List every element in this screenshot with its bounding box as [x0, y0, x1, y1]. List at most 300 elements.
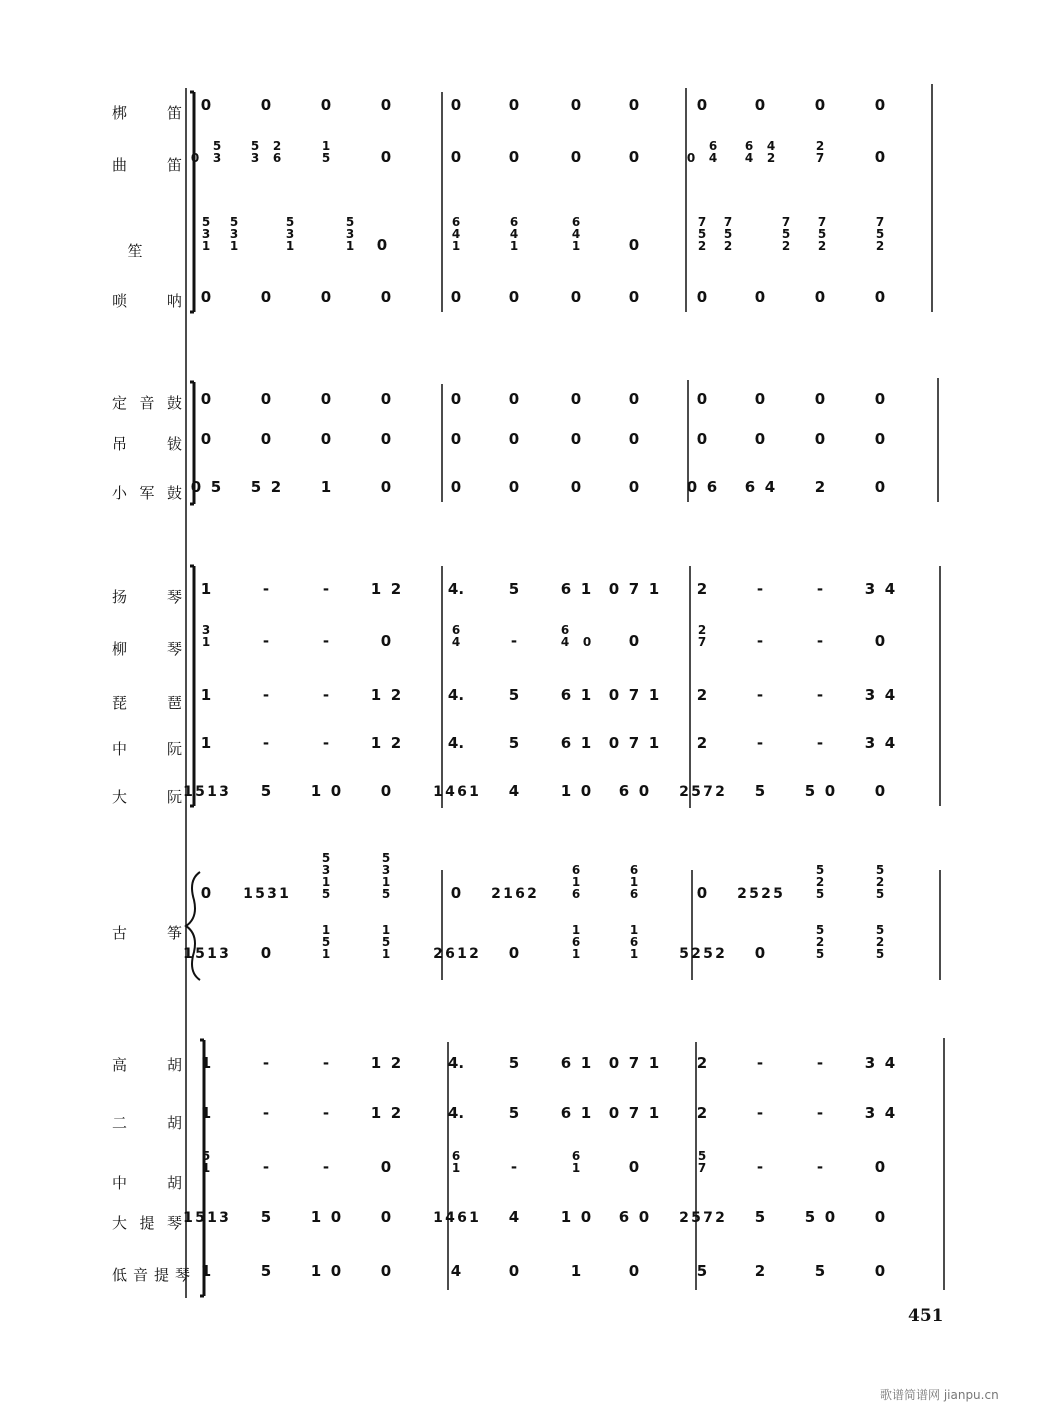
note: 0 — [580, 782, 592, 800]
chord-note: 2 — [815, 875, 825, 889]
note: 2 — [715, 1210, 725, 1226]
watermark: 歌谱简谱网 jianpu.cn — [880, 1388, 999, 1402]
note: 0 — [874, 782, 886, 800]
note: 5 — [508, 1104, 520, 1122]
note: 3 — [864, 580, 876, 598]
note: - — [262, 686, 270, 704]
chord-note: 6 — [744, 139, 754, 153]
chord-note: 2 — [723, 239, 733, 253]
note: - — [322, 1054, 330, 1072]
chord-note: 3 — [250, 151, 260, 165]
note: 0 — [874, 96, 886, 114]
notes-layer — [183, 96, 895, 1280]
chord-note: 1 — [571, 923, 581, 937]
note: 4 — [764, 478, 776, 496]
chord-note: 4 — [451, 227, 461, 241]
chord-note: 1 — [629, 923, 639, 937]
chord-note: 7 — [697, 635, 707, 649]
note: 0 — [874, 478, 886, 496]
note: 0 — [628, 96, 640, 114]
label-suona: 唢 呐 — [112, 292, 182, 310]
label-sheng: 笙 — [127, 242, 143, 260]
chord-note: 1 — [321, 923, 331, 937]
note: 1 — [207, 946, 217, 962]
note: 0 — [320, 96, 332, 114]
note: - — [816, 580, 824, 598]
note: - — [756, 632, 764, 650]
note: - — [816, 686, 824, 704]
note: 5 — [691, 1210, 701, 1226]
note: 5 — [508, 686, 520, 704]
note: 4. — [447, 686, 465, 704]
chord-note: 2 — [817, 239, 827, 253]
label-diyintiqin: 低音提琴 — [112, 1266, 190, 1284]
note: 0 — [450, 884, 462, 902]
chord-note: 5 — [250, 139, 260, 153]
note: 5 — [195, 946, 205, 962]
note: 0 — [330, 782, 342, 800]
note: - — [756, 734, 764, 752]
chord-note: 1 — [201, 239, 211, 253]
note: 4. — [447, 1104, 465, 1122]
note: 0 — [628, 430, 640, 448]
chord-note: 1 — [381, 923, 391, 937]
note: 2 — [715, 784, 725, 800]
note: 1 — [370, 686, 382, 704]
chord-note: 3 — [229, 227, 239, 241]
chord-note: 6 — [571, 935, 581, 949]
note: - — [262, 1158, 270, 1176]
note: 1 — [200, 734, 212, 752]
note: 0 — [450, 390, 462, 408]
chord-note: 5 — [697, 227, 707, 241]
chord-note: 2 — [875, 875, 885, 889]
note: 2 — [491, 886, 501, 902]
note: 1 — [279, 886, 289, 902]
chord-note: 1 — [201, 1161, 211, 1175]
note: 0 — [628, 632, 640, 650]
label-qudi: 曲 笛 — [112, 156, 182, 174]
note: 0 — [874, 430, 886, 448]
chord-note: 5 — [815, 947, 825, 961]
note: 5 — [773, 886, 783, 902]
note: 6 — [560, 734, 572, 752]
chord-note: 1 — [629, 875, 639, 889]
note: 1 — [570, 1262, 582, 1280]
chord-note: 0 — [686, 151, 696, 165]
note: 0 — [380, 782, 392, 800]
note: 1 — [183, 946, 193, 962]
chord-note: 5 — [321, 151, 331, 165]
note: 0 — [260, 96, 272, 114]
chord-note: 7 — [817, 215, 827, 229]
chord-note: 1 — [201, 635, 211, 649]
label-liuqin: 柳 琴 — [112, 640, 182, 658]
note: 0 — [608, 580, 620, 598]
chord-note: 4 — [766, 139, 776, 153]
chord-note: 1 — [345, 239, 355, 253]
note: 1 — [580, 734, 592, 752]
note: 0 — [696, 96, 708, 114]
chord-note: 1 — [321, 875, 331, 889]
chord-note: 5 — [381, 935, 391, 949]
note: 1 — [310, 1208, 322, 1226]
chord-note: 0 — [582, 635, 592, 649]
note: 1 — [310, 1262, 322, 1280]
note: 6 — [618, 782, 630, 800]
chord-note: 5 — [781, 227, 791, 241]
note: 1 — [200, 1054, 212, 1072]
note: 7 — [703, 1210, 713, 1226]
note: 6 — [515, 886, 525, 902]
note: 1 — [370, 580, 382, 598]
chord-note: 1 — [229, 239, 239, 253]
note: 0 — [686, 478, 698, 496]
note: 0 — [330, 1262, 342, 1280]
note: 1 — [580, 686, 592, 704]
chord-note: 5 — [875, 923, 885, 937]
note: 0 — [874, 288, 886, 306]
chord-note: 6 — [629, 935, 639, 949]
chord-note: 1 — [381, 947, 391, 961]
chord-note: 2 — [815, 935, 825, 949]
note: 0 — [200, 288, 212, 306]
note: 6 — [560, 1104, 572, 1122]
chord-note: 3 — [321, 863, 331, 877]
note: 1 — [370, 1054, 382, 1072]
note: 0 — [570, 288, 582, 306]
note: 0 — [508, 148, 520, 166]
note: 4 — [450, 1262, 462, 1280]
note: 0 — [570, 430, 582, 448]
note: 2 — [390, 734, 402, 752]
note: 0 — [696, 288, 708, 306]
label-gaohu: 高 胡 — [112, 1056, 182, 1074]
note: 0 — [754, 288, 766, 306]
note: - — [756, 1158, 764, 1176]
chord-note: 2 — [697, 623, 707, 637]
note: 5 — [210, 478, 222, 496]
note: - — [322, 1104, 330, 1122]
note: 5 — [749, 886, 759, 902]
note: 0 — [608, 1054, 620, 1072]
note: 3 — [864, 1104, 876, 1122]
note: 2 — [527, 886, 537, 902]
note: 0 — [508, 478, 520, 496]
chord-note: 5 — [321, 851, 331, 865]
note: 5 — [804, 782, 816, 800]
note: 0 — [608, 734, 620, 752]
note: 0 — [450, 288, 462, 306]
chord-note: 5 — [321, 935, 331, 949]
note: 0 — [260, 288, 272, 306]
note: - — [816, 1158, 824, 1176]
label-diaobo: 吊 钹 — [112, 435, 182, 453]
note: 5 — [508, 1054, 520, 1072]
note: 0 — [450, 478, 462, 496]
chord-note: 4 — [708, 151, 718, 165]
note: 5 — [255, 886, 265, 902]
chord-note: 3 — [201, 227, 211, 241]
chord-note: 7 — [781, 215, 791, 229]
chord-note: 0 — [190, 151, 200, 165]
chord-note: 5 — [212, 139, 222, 153]
note: 7 — [628, 580, 640, 598]
note: 0 — [874, 1158, 886, 1176]
note: - — [322, 686, 330, 704]
chord-note: 1 — [629, 947, 639, 961]
label-zhongruan: 中 阮 — [112, 740, 182, 758]
note: 0 — [874, 632, 886, 650]
note: 1 — [648, 686, 660, 704]
label-datiqin: 大提琴 — [112, 1214, 182, 1232]
note: 5 — [814, 1262, 826, 1280]
note: 6 — [457, 784, 467, 800]
note: 4 — [445, 1210, 455, 1226]
note: 0 — [754, 390, 766, 408]
note: 1 — [433, 1210, 443, 1226]
chord-note: 7 — [697, 1161, 707, 1175]
label-daruan: 大 阮 — [112, 788, 182, 806]
note: 1 — [433, 784, 443, 800]
note: 4 — [884, 1104, 896, 1122]
chord-note: 6 — [571, 215, 581, 229]
note: 6 — [560, 580, 572, 598]
note: 0 — [628, 1158, 640, 1176]
chord-note: 1 — [451, 1161, 461, 1175]
chord-note: 7 — [815, 151, 825, 165]
note: 2 — [390, 1104, 402, 1122]
note: 1 — [183, 1210, 193, 1226]
note: 6 — [618, 1208, 630, 1226]
note: 5 — [260, 1262, 272, 1280]
chord-note: 2 — [272, 139, 282, 153]
note: - — [322, 580, 330, 598]
chord-note: 2 — [815, 139, 825, 153]
chord-note: 2 — [781, 239, 791, 253]
note: 0 — [380, 632, 392, 650]
chord-note: 4 — [744, 151, 754, 165]
note: 0 — [200, 430, 212, 448]
note: 5 — [508, 734, 520, 752]
chord-note: 3 — [381, 863, 391, 877]
note: - — [756, 1054, 764, 1072]
chord-note: 4 — [560, 635, 570, 649]
chord-note: 1 — [571, 875, 581, 889]
note: 0 — [320, 288, 332, 306]
note: 1 — [648, 1054, 660, 1072]
note: 5 — [679, 946, 689, 962]
chord-note: 1 — [321, 947, 331, 961]
note: 5 — [195, 784, 205, 800]
note: 2 — [696, 734, 708, 752]
note: 0 — [814, 390, 826, 408]
note: 0 — [824, 1208, 836, 1226]
chord-note: 6 — [571, 1149, 581, 1163]
label-pipa: 琵 琶 — [112, 694, 182, 712]
note: 1 — [370, 1104, 382, 1122]
note: 2 — [390, 580, 402, 598]
note: 7 — [628, 1104, 640, 1122]
chord-note: 5 — [345, 215, 355, 229]
note: - — [262, 734, 270, 752]
chord-note: 3 — [285, 227, 295, 241]
note: 6 — [560, 1054, 572, 1072]
note: 1 — [648, 580, 660, 598]
note: 4 — [884, 734, 896, 752]
note: 0 — [320, 390, 332, 408]
note: 0 — [200, 884, 212, 902]
note: 6 — [457, 1210, 467, 1226]
note: 4. — [447, 734, 465, 752]
note: 4 — [508, 1208, 520, 1226]
chord-note: 2 — [766, 151, 776, 165]
note: 0 — [824, 782, 836, 800]
note: 0 — [508, 1262, 520, 1280]
note: - — [510, 632, 518, 650]
note: 2 — [696, 580, 708, 598]
chord-note: 3 — [201, 623, 211, 637]
chord-note: 4 — [571, 227, 581, 241]
note: 0 — [190, 478, 202, 496]
note: 6 — [706, 478, 718, 496]
note: 1 — [580, 1054, 592, 1072]
label-xiaojungu: 小军鼓 — [112, 484, 182, 502]
note: 3 — [864, 734, 876, 752]
chord-note: 6 — [708, 139, 718, 153]
note: 0 — [628, 1262, 640, 1280]
note: - — [816, 632, 824, 650]
note: 6 — [560, 686, 572, 704]
note: 0 — [450, 96, 462, 114]
note: 2 — [691, 946, 701, 962]
note: 1 — [207, 1210, 217, 1226]
note: 0 — [260, 390, 272, 408]
note: 0 — [380, 1262, 392, 1280]
note: 7 — [628, 1054, 640, 1072]
note: 0 — [814, 288, 826, 306]
note: 1 — [370, 734, 382, 752]
note: 5 — [804, 1208, 816, 1226]
label-erhu: 二 胡 — [112, 1114, 182, 1132]
note: 0 — [330, 1208, 342, 1226]
note: 0 — [874, 390, 886, 408]
chord-note: 5 — [321, 887, 331, 901]
note: 1 — [560, 782, 572, 800]
note: 0 — [638, 1208, 650, 1226]
note: 1 — [243, 886, 253, 902]
chord-note: 5 — [815, 923, 825, 937]
chord-note: 5 — [697, 1149, 707, 1163]
note: 1 — [183, 784, 193, 800]
note: 0 — [570, 478, 582, 496]
note: 2 — [390, 686, 402, 704]
chord-note: 7 — [875, 215, 885, 229]
note: 0 — [696, 430, 708, 448]
label-bangdi: 梆 笛 — [112, 104, 182, 122]
chord-note: 4 — [509, 227, 519, 241]
note: - — [756, 1104, 764, 1122]
chord-note: 6 — [509, 215, 519, 229]
chord-note: 2 — [697, 239, 707, 253]
note: 0 — [508, 288, 520, 306]
note: - — [262, 1104, 270, 1122]
chord-note: 3 — [345, 227, 355, 241]
note: 0 — [380, 390, 392, 408]
chord-note: 7 — [723, 215, 733, 229]
note: 0 — [570, 390, 582, 408]
note: 0 — [754, 944, 766, 962]
note: 0 — [376, 236, 388, 254]
note: 0 — [380, 148, 392, 166]
chord-note: 6 — [629, 887, 639, 901]
note: 0 — [508, 390, 520, 408]
note: 2 — [433, 946, 443, 962]
note: 0 — [608, 1104, 620, 1122]
note: 0 — [608, 686, 620, 704]
note: 1 — [200, 686, 212, 704]
note: 1 — [560, 1208, 572, 1226]
chord-note: 1 — [571, 1161, 581, 1175]
chord-note: 6 — [571, 863, 581, 877]
note: 4 — [508, 782, 520, 800]
chord-note: 6 — [272, 151, 282, 165]
note: 0 — [696, 390, 708, 408]
note: 1 — [469, 1210, 479, 1226]
note: 2 — [696, 686, 708, 704]
note: 2 — [696, 1104, 708, 1122]
chord-note: 6 — [451, 1149, 461, 1163]
note: 0 — [570, 148, 582, 166]
note: 3 — [219, 784, 229, 800]
chord-note: 5 — [381, 851, 391, 865]
note: 1 — [580, 1104, 592, 1122]
note: 0 — [450, 430, 462, 448]
note: 0 — [380, 288, 392, 306]
note: 2 — [469, 946, 479, 962]
label-yangqin: 扬 琴 — [112, 588, 182, 606]
chord-note: 6 — [629, 863, 639, 877]
note: 0 — [380, 1208, 392, 1226]
chord-note: 1 — [571, 947, 581, 961]
note: 2 — [390, 1054, 402, 1072]
note: 0 — [754, 430, 766, 448]
chord-note: 1 — [321, 139, 331, 153]
chord-note: 3 — [212, 151, 222, 165]
note: 5 — [754, 782, 766, 800]
note: - — [322, 1158, 330, 1176]
chord-note: 1 — [381, 875, 391, 889]
note: 5 — [703, 946, 713, 962]
chord-note: 6 — [451, 623, 461, 637]
note: 0 — [380, 430, 392, 448]
note: 5 — [260, 1208, 272, 1226]
chord-note: 5 — [201, 215, 211, 229]
chord-note: 4 — [451, 635, 461, 649]
note: 4 — [445, 784, 455, 800]
label-dingyingu: 定音鼓 — [112, 394, 182, 412]
note: 1 — [580, 580, 592, 598]
note: 0 — [380, 96, 392, 114]
note: 2 — [715, 946, 725, 962]
note: - — [756, 686, 764, 704]
chord-note: 1 — [571, 239, 581, 253]
note: - — [816, 734, 824, 752]
note: 2 — [696, 1054, 708, 1072]
note: 2 — [679, 784, 689, 800]
note: 0 — [696, 884, 708, 902]
chord-note: 6 — [451, 215, 461, 229]
